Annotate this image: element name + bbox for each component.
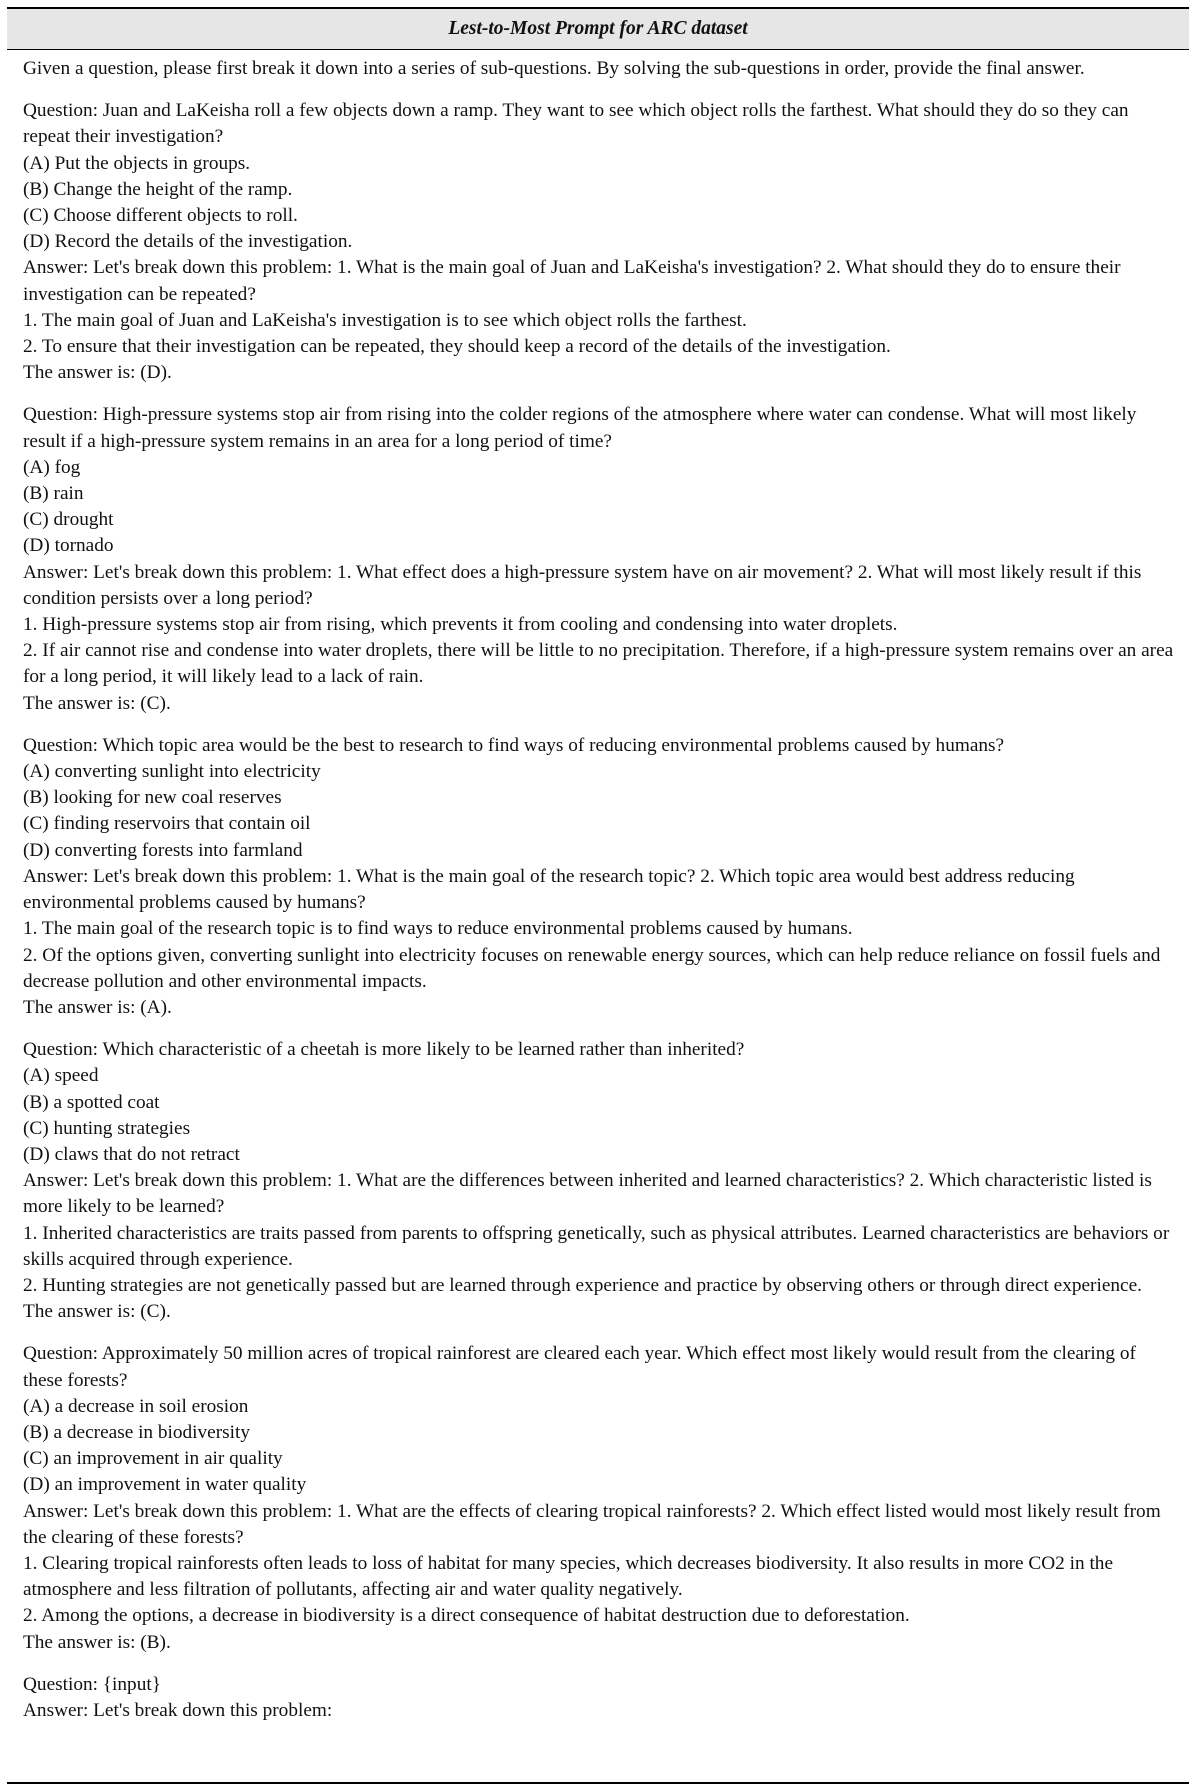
prompt-line: (A) Put the objects in groups. — [23, 152, 251, 174]
prompt-line: Question: Which topic area would be the best to research to find ways of reducing environmental problems caused by humans? — [23, 734, 1005, 756]
prompt-line: (C) finding reservoirs that contain oil — [23, 813, 311, 835]
prompt-line: Question: Which characteristic of a cheetah is more likely to be learned rather than inherited? — [23, 1039, 745, 1061]
prompt-line: (D) Record the details of the investigation. — [23, 231, 353, 253]
prompt-line: (B) a decrease in biodiversity — [23, 1421, 251, 1443]
prompt-line: The answer is: (D). — [23, 362, 172, 384]
prompt-line: 2. If air cannot rise and condense into water droplets, there will be little to no precipitation. Therefore, if a high-pressure system remains over an area for a long period, it will likely lead to a lack of rain. — [23, 640, 1174, 688]
prompt-line: 1. The main goal of Juan and LaKeisha's investigation is to see which object rolls the farthest. — [23, 309, 747, 331]
prompt-line: Given a question, please first break it down into a series of sub-questions. By solving the sub-questions in order, provide the final answer. — [23, 58, 1085, 79]
prompt-line: 1. High-pressure systems stop air from rising, which prevents it from cooling and condensing into water droplets. — [23, 614, 898, 636]
prompt-line: (B) a spotted coat — [23, 1091, 160, 1113]
prompt-line: Question: High-pressure systems stop air from rising into the colder regions of the atmosphere where water can condense. What will most likely result if a high-pressure system remains in an area for a long period of time? — [23, 404, 1137, 452]
prompt-line: 1. Inherited characteristics are traits passed from parents to offspring genetically, such as physical attributes. Learned characteristics are behaviors or skills acquired through experience. — [23, 1222, 1170, 1270]
prompt-line: (D) an improvement in water quality — [23, 1474, 307, 1496]
prompt-line: The answer is: (B). — [23, 1631, 171, 1653]
prompt-line: Question: Juan and LaKeisha roll a few objects down a ramp. They want to see which object rolls the farthest. What should they do so they can repeat their investigation? — [23, 100, 1129, 148]
prompt-line: Answer: Let's break down this problem: 1. What is the main goal of Juan and LaKeisha's investigation? 2. What should they do to ensure their investigation can be repeated? — [23, 257, 1121, 305]
prompt-line: 1. Clearing tropical rainforests often leads to loss of habitat for many species, which decreases biodiversity. It also results in more CO2 in the atmosphere and less filtration of pollutants, affecting air and water quality negatively. — [23, 1552, 1114, 1601]
example-block — [23, 98, 1175, 386]
prompt-line: (A) speed — [23, 1065, 99, 1087]
prompt-line: (C) drought — [23, 509, 114, 531]
prompt-table — [7, 7, 1189, 1784]
example-block — [23, 1341, 1175, 1655]
prompt-line: Answer: Let's break down this problem: 1. What are the effects of clearing tropical rainforests? 2. Which effect listed would most likely result from the clearing of these forests? — [23, 1500, 1161, 1548]
prompt-line: (A) converting sunlight into electricity — [23, 761, 321, 783]
prompt-line: 2. Hunting strategies are not genetically passed but are learned through experience and practice by observing others or through direct experience. — [23, 1274, 1142, 1296]
instruction-block — [23, 56, 1175, 82]
example-block — [23, 1037, 1175, 1325]
prompt-line: (B) rain — [23, 483, 84, 505]
prompt-line: Answer: Let's break down this problem: 1. What effect does a high-pressure system have on air movement? 2. What will most likely result if this condition persists over a long period? — [23, 561, 1142, 609]
example-block — [23, 733, 1175, 1021]
prompt-line: The answer is: (C). — [23, 1301, 171, 1323]
prompt-line: Question: {input} — [23, 1673, 161, 1695]
prompt-line: The answer is: (A). — [23, 996, 172, 1018]
prompt-line: Answer: Let's break down this problem: 1. What is the main goal of the research topic? 2. Which topic area would best address reducing environmental problems caused by humans? — [23, 865, 1075, 914]
example-block — [23, 402, 1175, 716]
prompt-line: (C) Choose different objects to roll. — [23, 205, 298, 227]
prompt-line: (B) Change the height of the ramp. — [23, 178, 293, 200]
prompt-line: Question: Approximately 50 million acres of tropical rainforest are cleared each year. Which effect most likely would result from the clearing of these forests? — [23, 1343, 1136, 1391]
prompt-line: Answer: Let's break down this problem: — [23, 1699, 333, 1721]
prompt-line: (B) looking for new coal reserves — [23, 787, 282, 809]
prompt-line: 2. Of the options given, converting sunlight into electricity focuses on renewable energy sources, which can help reduce reliance on fossil fuels and decrease pollution and other environmental impacts. — [23, 944, 1161, 992]
prompt-line: (D) claws that do not retract — [23, 1143, 240, 1165]
prompt-body — [7, 50, 1189, 1724]
prompt-line: 2. To ensure that their investigation can be repeated, they should keep a record of the details of the investigation. — [23, 336, 891, 358]
prompt-line: (C) an improvement in air quality — [23, 1448, 283, 1470]
input-template-block — [23, 1672, 1175, 1724]
prompt-line: The answer is: (C). — [23, 692, 171, 714]
prompt-line: 2. Among the options, a decrease in biodiversity is a direct consequence of habitat destruction due to deforestation. — [23, 1605, 910, 1627]
table-title: Lest-to-Most Prompt for ARC dataset — [7, 9, 1189, 50]
prompt-line: (C) hunting strategies — [23, 1117, 191, 1139]
prompt-line: (D) tornado — [23, 535, 114, 557]
prompt-line: (D) converting forests into farmland — [23, 839, 303, 861]
prompt-line: (A) fog — [23, 456, 81, 478]
prompt-line: (A) a decrease in soil erosion — [23, 1395, 249, 1417]
prompt-line: Answer: Let's break down this problem: 1. What are the differences between inherited and learned characteristics? 2. Which characteristic listed is more likely to be learned? — [23, 1170, 1152, 1218]
prompt-line: 1. The main goal of the research topic is to find ways to reduce environmental problems caused by humans. — [23, 918, 853, 940]
